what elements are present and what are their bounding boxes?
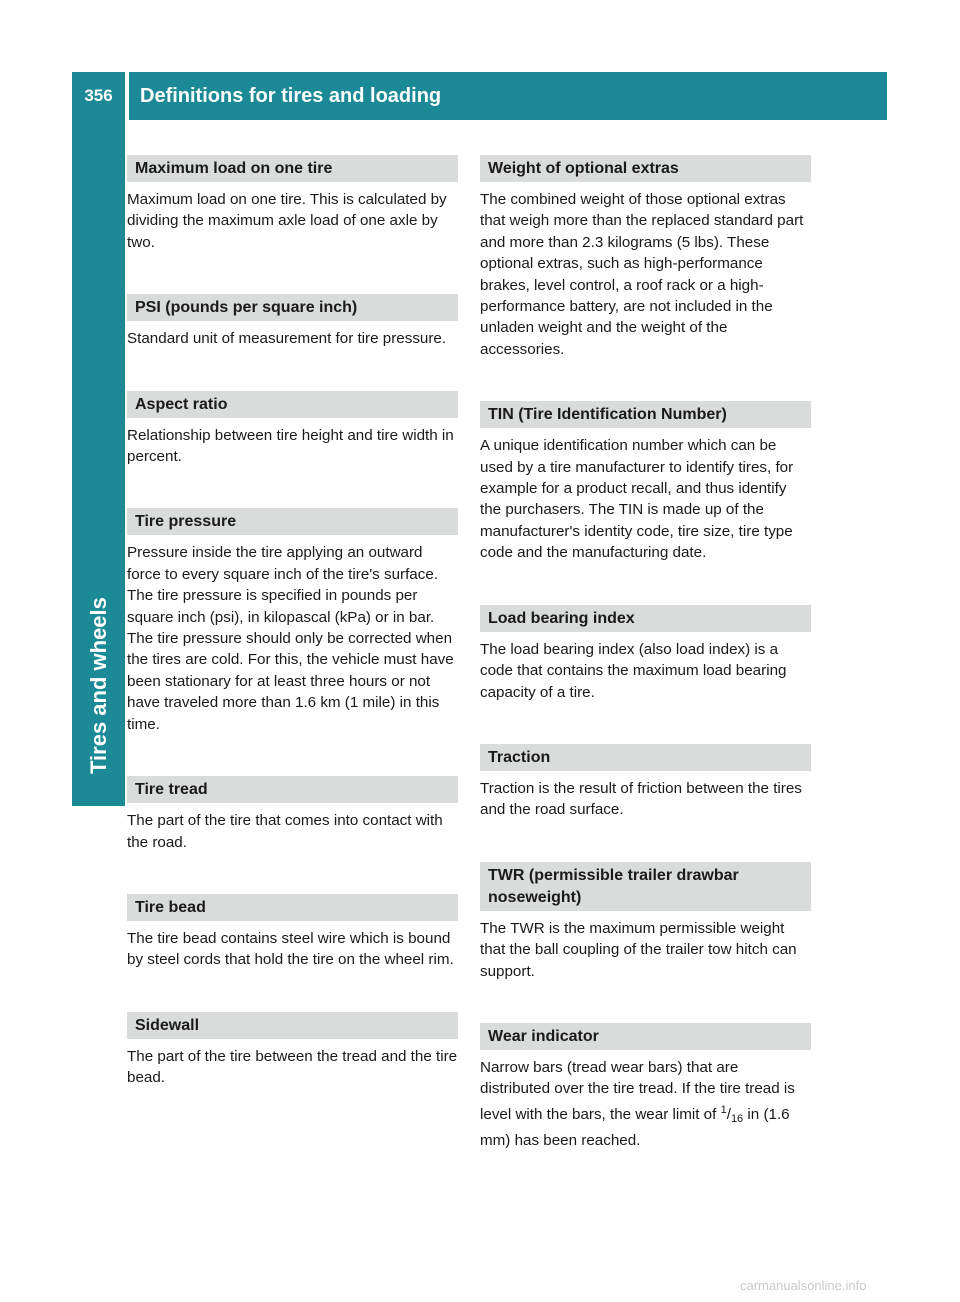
section-body: The part of the tire between the tread and the tire bead. (127, 1047, 458, 1087)
definition-section (127, 894, 458, 971)
right-column (480, 155, 811, 1152)
section-heading: Traction (480, 744, 811, 771)
definition-section (480, 1023, 811, 1152)
section-heading: Maximum load on one tire (127, 155, 458, 182)
section-heading: Wear indicator (480, 1023, 811, 1050)
section-body: A unique identification number which can be used by a tire manufacturer to identify tires, for example for a product recall, and thus identify the purchasers. The TIN is made up of the manufacturer's identity code, tire size, tire type code and the manufacturing date. (480, 437, 794, 562)
section-heading: PSI (pounds per square inch) (127, 294, 458, 321)
section-heading: Sidewall (127, 1012, 458, 1039)
section-heading: Weight of optional extras (480, 155, 811, 182)
fraction-numerator: 1 (720, 1103, 727, 1116)
definition-section (127, 508, 458, 735)
section-body: The tire bead contains steel wire which is bound by steel cords that hold the tire on the wheel rim. (127, 929, 454, 969)
left-column (127, 155, 458, 1089)
section-body (480, 1057, 811, 1152)
definition-section (480, 605, 811, 703)
definition-section (480, 401, 811, 563)
section-body: Standard unit of measurement for tire pressure. (127, 330, 447, 348)
section-heading: Load bearing index (480, 605, 811, 632)
wear-text-after: in (1.6 mm) has been reached. (480, 1105, 790, 1150)
definition-section (480, 862, 811, 982)
chapter-tab-label: Tires and wheels (86, 597, 111, 774)
page-title: Definitions for tires and loading (129, 72, 887, 120)
section-heading: Tire tread (127, 776, 458, 803)
section-heading: Tire bead (127, 894, 458, 921)
section-heading: Aspect ratio (127, 391, 458, 418)
section-heading: TIN (Tire Identification Number) (480, 401, 811, 428)
section-body: Pressure inside the tire applying an outward force to every square inch of the tire's surface. The tire pressure is specified in pounds per square inch (psi), in kilopascal (kPa) or in bar. The tire pressure should only be corrected when the tires are cold. For this, the vehicle must have been stationary for at least three hours or not have traveled more than 1.6 km (1 mile) in this time. (127, 544, 454, 733)
section-heading: TWR (permissible trailer drawbar noseweight) (480, 862, 811, 911)
watermark: carmanualsonline.info (740, 1278, 867, 1293)
definition-section (480, 155, 811, 360)
section-body: The load bearing index (also load index) is a code that contains the maximum load bearing capacity of a tire. (480, 640, 787, 701)
section-body: The TWR is the maximum permissible weight that the ball coupling of the trailer tow hitch can support. (480, 919, 797, 980)
section-body: The part of the tire that comes into contact with the road. (127, 812, 443, 851)
definition-section (127, 776, 458, 853)
wear-text-before: Narrow bars (tread wear bars) that are distributed over the tire tread. If the tire tread is level with the bars, the wear limit of (480, 1058, 795, 1123)
definition-section (127, 1012, 458, 1089)
definition-section (127, 155, 458, 253)
section-body: Maximum load on one tire. This is calculated by dividing the maximum axle load of one axle by two. (127, 191, 447, 251)
section-body: Traction is the result of friction between the tires and the road surface. (480, 779, 802, 819)
fraction-denominator: 16 (730, 1112, 744, 1125)
definition-section (127, 391, 458, 468)
section-heading: Tire pressure (127, 508, 458, 535)
fraction-separator: / (726, 1105, 731, 1123)
definition-section (480, 744, 811, 821)
section-body: Relationship between tire height and tire width in percent. (127, 426, 454, 466)
section-body: The combined weight of those optional extras that weigh more than the replaced standard part and more than 2.3 kilograms (5 lbs). These optional extras, such as high-performance brakes, level control, a roof rack or a high-performance battery, are not included in the unladen weight and the weight of the accessories. (480, 191, 804, 358)
definition-section (127, 294, 458, 349)
page-number: 356 (72, 72, 125, 120)
